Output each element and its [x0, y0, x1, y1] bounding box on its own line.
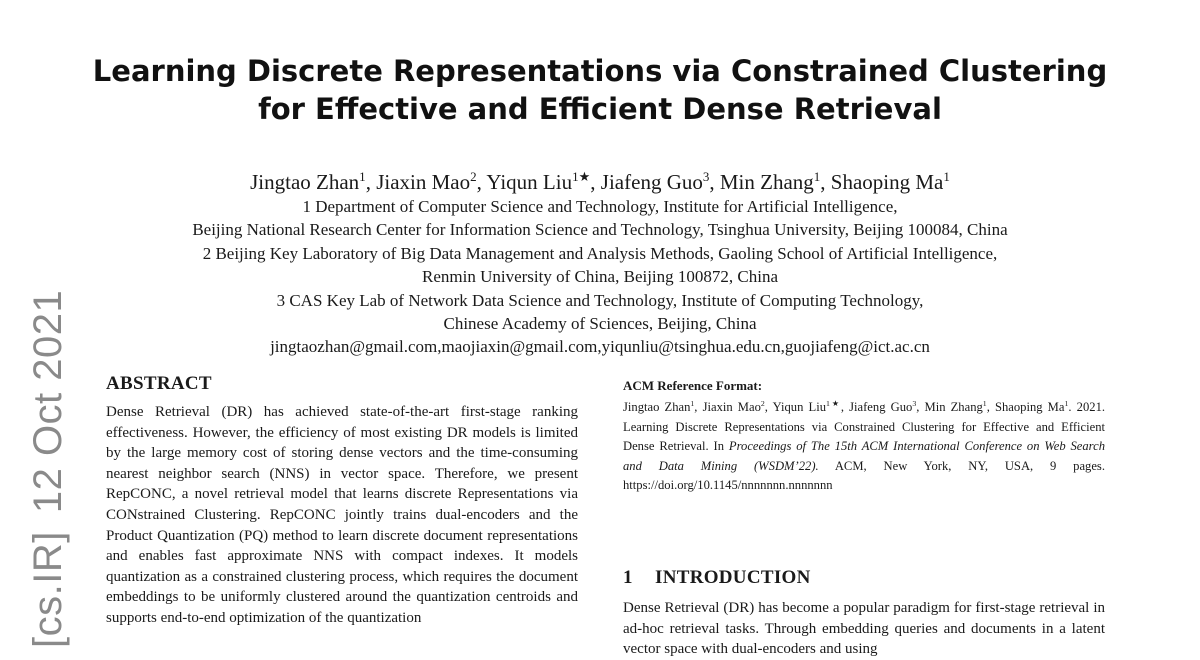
arxiv-date: 12 Oct 2021 — [26, 289, 70, 514]
author-separator: , — [820, 170, 831, 194]
paper-title-line-1: Learning Discrete Representations via Constrained Clustering — [92, 54, 1108, 88]
acm-reference-authors — [623, 400, 1077, 414]
affiliation-line: 3 CAS Key Lab of Network Data Science and Technology, Institute of Computing Technology, — [276, 290, 924, 310]
author-name: Jingtao Zhan — [250, 170, 360, 194]
author-separator: , — [986, 400, 995, 414]
introduction-text: Dense Retrieval (DR) has become a popular paradigm for first-stage retrieval in ad-hoc retrieval tasks. Through embedding queries and documents in a latent vector space with dual-encoders and using — [623, 600, 1105, 658]
author-name: Jingtao Zhan — [623, 400, 691, 414]
affiliations — [0, 195, 1200, 359]
author-name: Yiqun Liu — [486, 170, 573, 194]
abstract-text: Dense Retrieval (DR) has achieved state-of-the-art first-stage ranking effectiveness. However, the efficiency of most existing DR models is limited by the large memory cost of storing dense vectors and the time-consuming nearest neighbor search (NNS) in vector space. Therefore, we present RepCONC, a novel retrieval model that learns discrete Representations via CONstrained Clustering. RepCONC jointly trains dual-encoders and the Product Quantization (PQ) method to learn discrete document representations and enables fast approximate NNS with compact indexes. It models quantization as a constrained clustering process, which requires the document embeddings to be uniformly clustered around the quantization centroids and supports end-to-end optimization of the quantization — [106, 404, 578, 626]
acm-reference-heading: ACM Reference Format: — [623, 378, 763, 393]
affiliation-mark: 1 — [1064, 398, 1069, 408]
author-name: Yiqun Liu — [772, 400, 826, 414]
section-title: INTRODUCTION — [655, 567, 811, 588]
author-name: Shaoping Ma — [994, 400, 1065, 414]
affiliation-mark: 1★ — [572, 169, 591, 184]
affiliation-mark: 1 — [813, 169, 821, 184]
author-name: Jiafeng Guo — [600, 170, 703, 194]
author-name: Jiafeng Guo — [849, 400, 913, 414]
affiliation-mark: 1 — [943, 169, 950, 184]
author-name: Jiaxin Mao — [376, 170, 471, 194]
author-name: Shaoping Ma — [830, 170, 944, 194]
author-emails: jingtaozhan@gmail.com,maojiaxin@gmail.com,yiqunliu@tsinghua.edu.cn,guojiafeng@ict.ac.cn — [270, 337, 930, 357]
author-separator: , — [476, 170, 487, 194]
affiliation-line: 2 Beijing Key Laboratory of Big Data Management and Analysis Methods, Gaoling School of Artificial Intelligence, — [202, 243, 998, 263]
author-separator: . — [1068, 400, 1077, 414]
author-name: Min Zhang — [924, 400, 983, 414]
author-separator: , — [694, 400, 703, 414]
introduction-section — [623, 566, 1105, 660]
left-column — [106, 372, 578, 629]
author-separator: , — [916, 400, 925, 414]
acm-reference-publisher: ACM, New York, NY, USA, 9 pages. https://doi.org/10.1145/nnnnnnn.nnnnnnn — [623, 458, 1105, 493]
paper-title-line-2: for Effective and Efficient Dense Retrieval — [258, 92, 942, 126]
acm-reference-text — [623, 398, 1105, 496]
acm-reference-body: 2021. Learning Discrete Representations via Constrained Clustering for Effective and Efficient Dense Retrieval. In — [623, 400, 1106, 454]
affiliation-line: Beijing National Research Center for Information Science and Technology, Tsinghua University, Beijing 100084, China — [192, 220, 1008, 240]
author-separator: , — [590, 170, 601, 194]
affiliation-mark: 2 — [760, 398, 765, 408]
affiliation-mark: 3 — [702, 169, 710, 184]
affiliation-mark: 1 — [359, 169, 366, 184]
author-list — [0, 168, 1200, 196]
introduction-heading — [623, 566, 1105, 590]
paper-title — [60, 52, 1140, 128]
affiliation-mark: 3 — [912, 398, 917, 408]
affiliation-line: Chinese Academy of Sciences, Beijing, China — [443, 314, 757, 334]
author-separator: , — [709, 170, 720, 194]
author-name: Jiaxin Mao — [702, 400, 761, 414]
affiliation-mark: 1★ — [826, 398, 841, 408]
author-name: Min Zhang — [719, 170, 814, 194]
affiliation-mark: 1 — [982, 398, 987, 408]
acm-reference-venue: Proceedings of The 15th ACM International Conference on Web Search and Data Mining (WSDM’22). — [623, 439, 1105, 473]
author-separator: , — [365, 170, 377, 194]
affiliation-mark: 1 — [690, 398, 695, 408]
author-separator: , — [840, 400, 850, 414]
arxiv-category: [cs.IR] — [26, 531, 70, 648]
right-column — [623, 372, 1105, 496]
author-separator: , — [764, 400, 773, 414]
abstract-heading: ABSTRACT — [106, 373, 212, 394]
affiliation-mark: 2 — [470, 169, 477, 184]
affiliation-line: Renmin University of China, Beijing 100872, China — [421, 267, 779, 287]
section-number: 1 — [623, 567, 633, 588]
affiliation-line: 1 Department of Computer Science and Technology, Institute for Artificial Intelligence, — [302, 197, 898, 216]
